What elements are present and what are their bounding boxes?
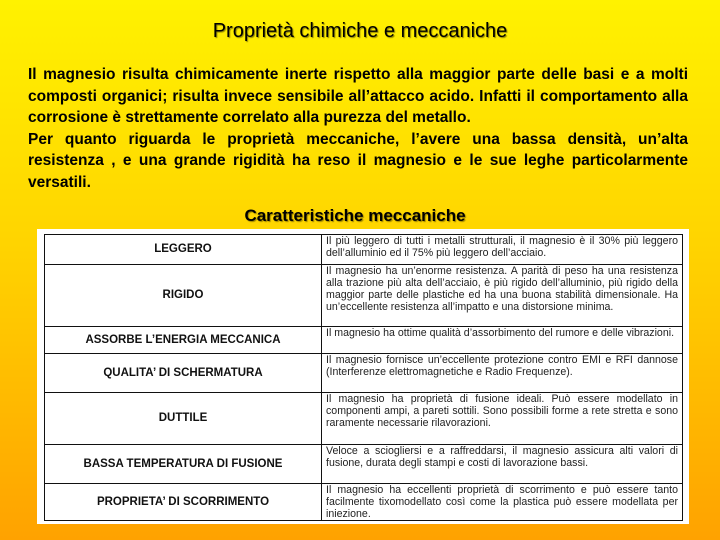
mechanical-properties-table <box>37 229 689 524</box>
property-name: QUALITA’ DI SCHERMATURA <box>45 354 322 393</box>
intro-text <box>28 64 688 193</box>
table-row <box>45 327 683 354</box>
property-description: Il più leggero di tutti i metalli strutturali, il magnesio è il 30% più leggero dell’alluminio ed il 75% più leggero dell’acciaio. <box>322 235 683 265</box>
properties-table <box>44 234 683 521</box>
property-name: ASSORBE L’ENERGIA MECCANICA <box>45 327 322 354</box>
intro-paragraph-chemical: Il magnesio risulta chimicamente inerte rispetto alla maggior parte delle basi e a molti composti organici; risulta invece sensibile all’attacco acido. Infatti il comportamento alla corrosione è strettamente correlato alla purezza del metallo. <box>28 66 688 126</box>
property-name: RIGIDO <box>45 265 322 327</box>
intro-paragraph-mechanical: Per quanto riguarda le proprietà meccaniche, l’avere una bassa densità, un’alta resistenza , e una grande rigidità ha reso il magnesio e le sue leghe particolarmente versatili. <box>28 130 688 191</box>
table-heading: Caratteristiche meccaniche <box>244 206 466 225</box>
table-row <box>45 445 683 484</box>
property-description: Veloce a sciogliersi e a raffreddarsi, il magnesio assicura alti valori di fusione, durata degli stampi e costi di lavorazione bassi. <box>322 445 683 484</box>
property-name: PROPRIETA’ DI SCORRIMENTO <box>45 484 322 521</box>
property-name: LEGGERO <box>45 235 322 265</box>
table-row <box>45 484 683 521</box>
property-description: Il magnesio ha proprietà di fusione ideali. Può essere modellato in componenti ampi, a pareti sottili. Sono possibili forme a rete stretta e sono raramente necessarie rilavorazioni. <box>322 393 683 445</box>
property-description: Il magnesio ha ottime qualità d’assorbimento del rumore e delle vibrazioni. <box>322 327 683 354</box>
property-description: Il magnesio ha un’enorme resistenza. A parità di peso ha una resistenza alla trazione più alta dell’acciaio, è più rigido dell’alluminio, più rigido della maggior parte delle plastiche ed ha una buona stabilità dimensionale. Ha un’eccellente resistenza all’impatto e una distorsione minima. <box>322 265 683 327</box>
table-row <box>45 393 683 445</box>
property-name: BASSA TEMPERATURA DI FUSIONE <box>45 445 322 484</box>
table-row <box>45 235 683 265</box>
table-row <box>45 354 683 393</box>
property-description: Il magnesio ha eccellenti proprietà di scorrimento e può essere tanto facilmente tixomodellato così come la plastica può essere modellata per iniezione. <box>322 484 683 521</box>
property-description: Il magnesio fornisce un’eccellente protezione contro EMI e RFI dannose (Interferenze elettromagnetiche e Radio Frequenze). <box>322 354 683 393</box>
table-row <box>45 265 683 327</box>
slide-title: Proprietà chimiche e meccaniche <box>212 20 508 42</box>
property-name: DUTTILE <box>45 393 322 445</box>
